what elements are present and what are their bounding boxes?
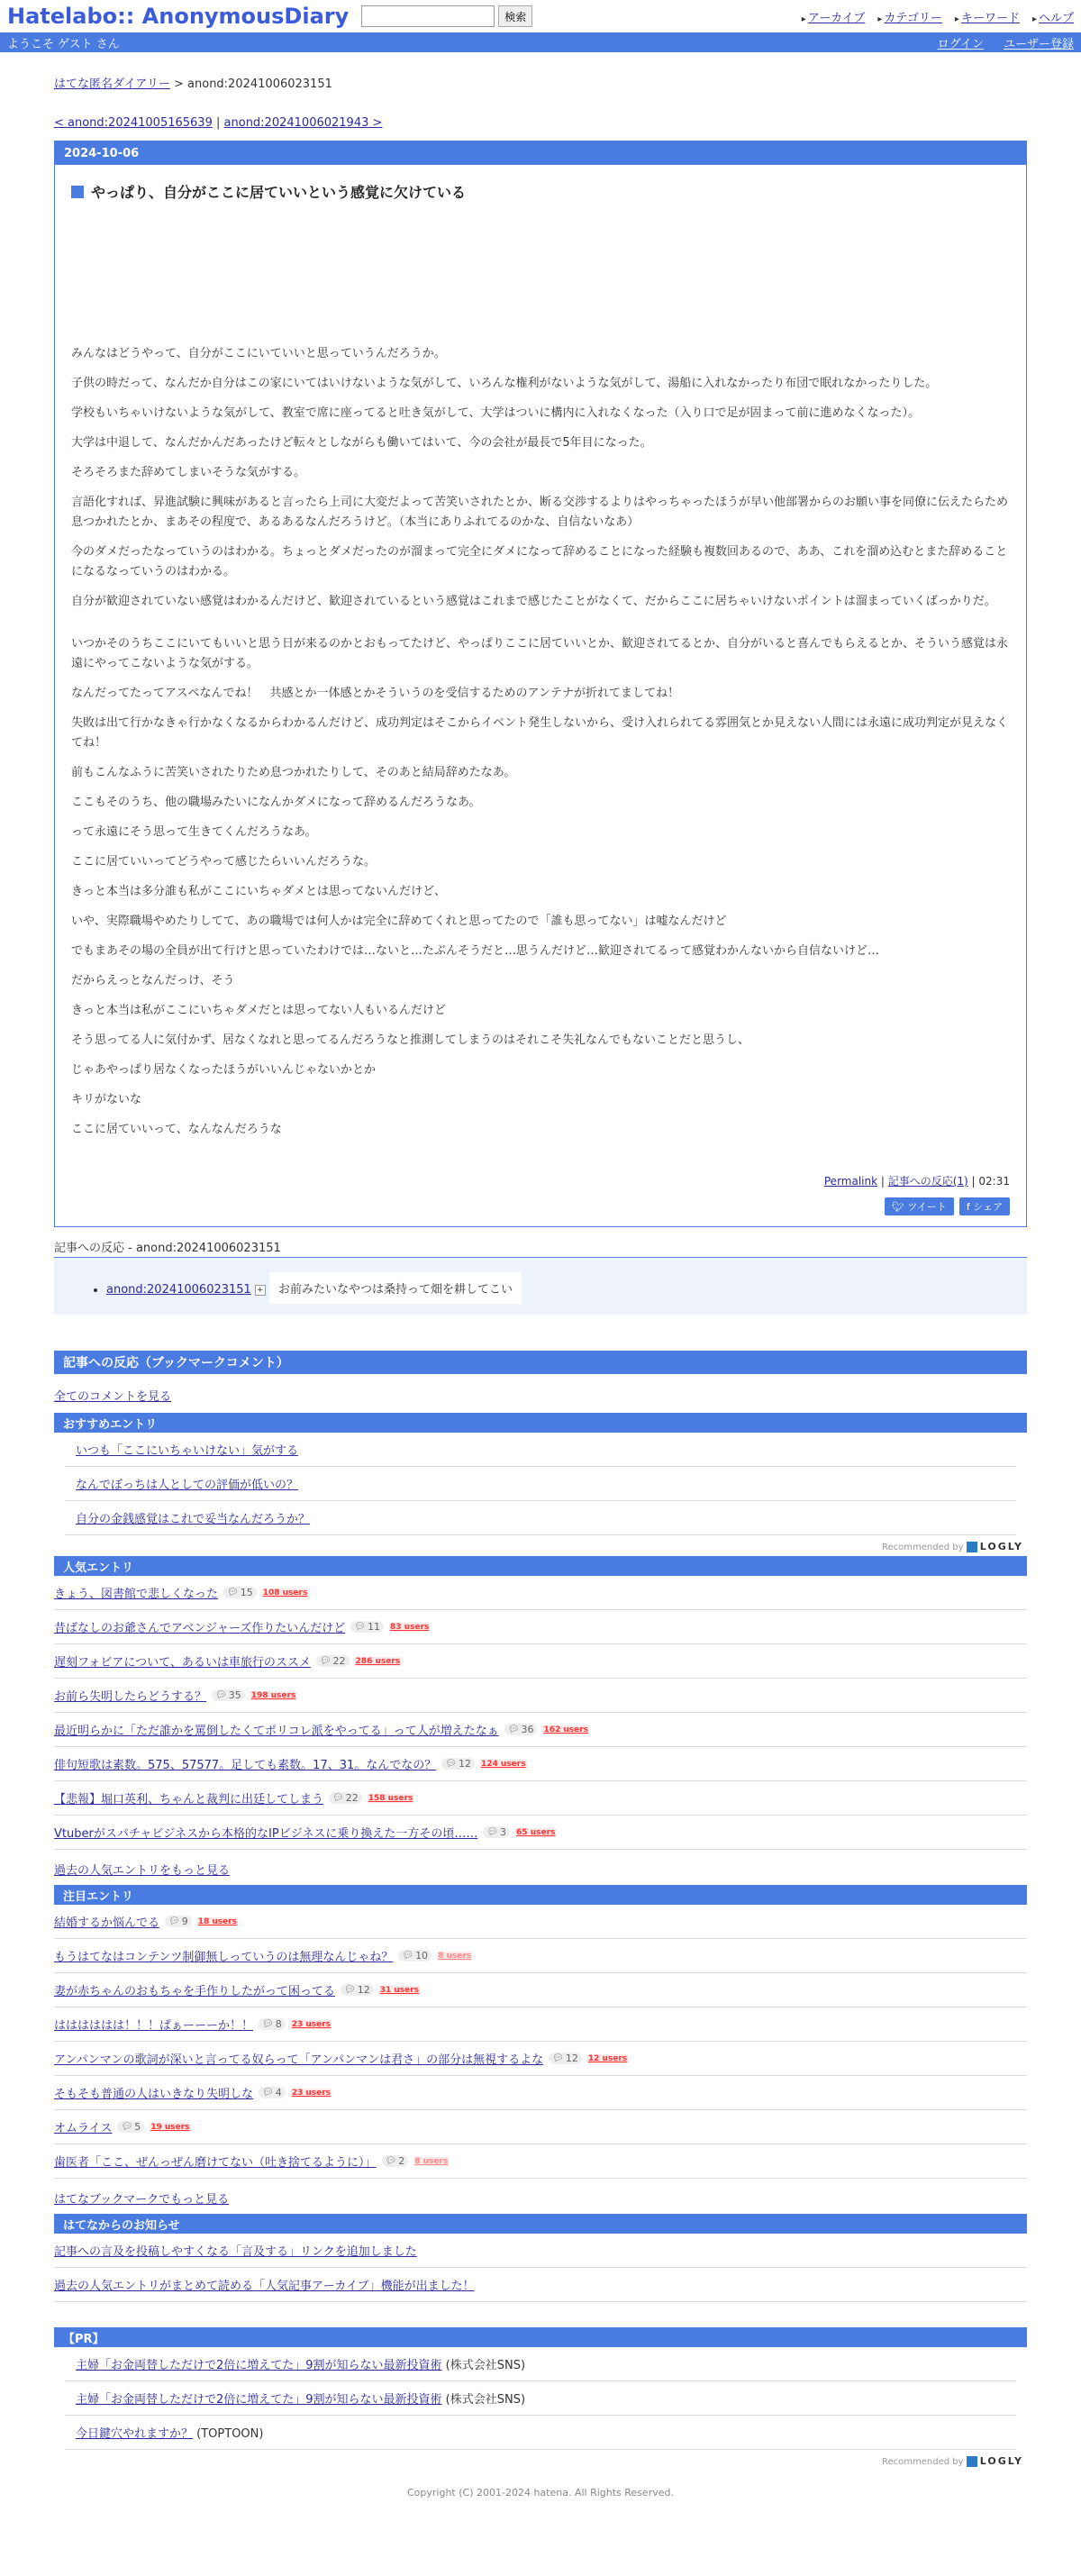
- nav-help-link[interactable]: ヘルプ: [1038, 11, 1074, 25]
- bird-icon: 🐦︎: [891, 1201, 908, 1213]
- noted-title-link[interactable]: アンパンマンの歌詞が深いと言ってる奴らって「アンパンマンは君さ」の部分は無視するよな: [54, 2053, 544, 2067]
- comment-count[interactable]: [259, 2018, 286, 2030]
- entry-title-text: やっぱり、自分がここに居ていいという感覚に欠けている: [91, 184, 467, 201]
- noted-title-link[interactable]: 結婚するか悩んでる: [54, 1916, 160, 1930]
- entry-paragraph: ここもそのうち、他の職場みたいになんかダメになって辞めるんだろうなあ。: [71, 796, 481, 809]
- comment-bubble-icon: 💬︎: [168, 1916, 180, 1926]
- comment-count[interactable]: [259, 2087, 286, 2098]
- popular-more: [54, 1850, 1027, 1885]
- main-container: [54, 52, 1027, 2517]
- entry-paragraph: そろそろまた辞めてしまいそうな気がする。: [71, 466, 306, 479]
- expand-icon[interactable]: +: [255, 1285, 266, 1296]
- noted-title-link[interactable]: 妻が赤ちゃんのおもちゃを手作りしたがって困ってる: [54, 1985, 336, 1998]
- entry-paragraph: でもまあその場の全員が出て行けと思っていたわけでは…ないと…たぶんそうだと…思うんだけど…歓迎されてるって感覚わかんないから自信ないけど…: [71, 944, 880, 958]
- bookmark-users-badge[interactable]: 108 users: [262, 1588, 308, 1597]
- entry-paragraph: じゃあやっぱり居なくなったほうがいいんじゃないかとか: [71, 1063, 377, 1077]
- noted-list: [54, 1905, 1027, 2179]
- entry-paragraph: いや、実際職場やめたりしてて、あの職場では何人かは完全に辞めてくれと思ってたので「誰も思ってない」は嘘なんだけど: [71, 915, 727, 928]
- comment-count-value: 4: [275, 2087, 282, 2098]
- comment-count-value: 2: [398, 2155, 405, 2167]
- popular-title-link[interactable]: お前ら失明したらどうする？: [54, 1690, 207, 1704]
- breadcrumb-home[interactable]: はてな匿名ダイアリー: [54, 77, 170, 91]
- bookmark-users-badge[interactable]: 8 users: [438, 1951, 472, 1961]
- popular-row: [54, 1576, 1027, 1610]
- welcome-bar: [0, 32, 1081, 52]
- entry-paragraph: だからえっとなんだっけ、そう: [71, 974, 235, 988]
- notice-list: [54, 2234, 1027, 2302]
- search-input[interactable]: [361, 5, 495, 27]
- pr-item: 主婦「お金両替しただけで2倍に増えてた」9割が知らない最新投資術 (株式会社SNS): [65, 2381, 1016, 2416]
- notice-item[interactable]: 記事への言及を投稿しやすくなる「言及する」リンクを追加しました: [54, 2234, 1027, 2268]
- popular-heading: 人気エントリ: [54, 1556, 1027, 1576]
- bookmark-users-badge[interactable]: 158 users: [368, 1793, 413, 1803]
- noted-row: [54, 1973, 1027, 2007]
- bookmark-users-badge[interactable]: 31 users: [379, 1985, 420, 1995]
- recommended-item[interactable]: いつも「ここにいちゃいけない」気がする: [65, 1433, 1016, 1467]
- comment-bubble-icon: 💬︎: [332, 1793, 344, 1803]
- comment-bubble-icon: 💬︎: [344, 1985, 356, 1995]
- entry-footer: Permalink | 記事への反応(1) | 02:31: [823, 1175, 1010, 1188]
- site-logo[interactable]: Hatelabo:: AnonymousDiary: [7, 4, 350, 29]
- entry-paragraph: いつかそのうちここにいてもいいと思う日が来るのかとおもってたけど、やっぱりここに居ていいとか、歓迎されてるとか、自分がいると喜んでもらえるとか、そういう感覚は永遠にやってこないような気がする。: [71, 637, 1009, 670]
- breadcrumb-sep: >: [173, 77, 184, 91]
- nav-keyword-link[interactable]: キーワード: [960, 11, 1020, 25]
- comment-bubble-icon: 💬︎: [445, 1759, 457, 1769]
- bookmark-users-badge[interactable]: 65 users: [516, 1827, 556, 1837]
- popular-title-link[interactable]: 昔ばなしのお爺さんでアベンジャーズ作りたいんだけど: [54, 1622, 346, 1635]
- bookmark-users-badge[interactable]: 83 users: [389, 1622, 430, 1632]
- breadcrumb-current: anond:20241006023151: [187, 77, 332, 91]
- all-comments-link[interactable]: 全てのコメントを見る: [54, 1390, 172, 1404]
- entry-paragraph: 子供の時だって、なんだか自分はこの家にいてはいけないような気がして、いろんな権利がないような気がして、湯船に入れなかったり布団で眠れなかったりした。: [71, 377, 938, 390]
- comment-bubble-icon: 💬︎: [319, 1656, 332, 1666]
- popular-title-link[interactable]: きょう、図書館で悲しくなった: [54, 1588, 219, 1601]
- pr-item: 主婦「お金両替しただけで2倍に増えてた」9割が知らない最新投資術 (株式会社SNS): [65, 2347, 1016, 2381]
- comment-bubble-icon: 💬︎: [262, 2088, 274, 2098]
- search-button[interactable]: 検索: [498, 5, 532, 27]
- bookmark-users-badge[interactable]: 8 users: [414, 2156, 449, 2166]
- recommended-item[interactable]: 自分の金銭感覚はこれで妥当なんだろうか？: [65, 1501, 1016, 1535]
- pr-title-link[interactable]: 今日鍵穴やれますか？: [76, 2427, 194, 2441]
- logly-logo-icon: [967, 2456, 977, 2467]
- entry-time: 02:31: [978, 1175, 1010, 1188]
- entry-paragraph: ここに居ていいってどうやって感じたらいいんだろうな。: [71, 855, 377, 869]
- pr-title-link[interactable]: 主婦「お金両替しただけで2倍に増えてた」9割が知らない最新投資術: [76, 2359, 442, 2372]
- entry-body: [55, 202, 1026, 1157]
- nav-category[interactable]: [877, 8, 942, 25]
- logly-logo-icon: [967, 1542, 977, 1552]
- copyright: Copyright (C) 2001-2024 hatena. All Rights Reserved.: [407, 2487, 674, 2499]
- share-row: [55, 1197, 1026, 1226]
- logly-brand: LOGLY: [979, 2455, 1023, 2467]
- chevron-right-icon: ▸: [1031, 14, 1037, 24]
- comment-bubble-icon: 💬︎: [215, 1690, 227, 1700]
- noted-row: [54, 1905, 1027, 1939]
- noted-title-link[interactable]: はははははは！！！ぱぁーーーか！！: [54, 2019, 254, 2033]
- comment-bubble-icon: 💬︎: [385, 2156, 397, 2166]
- breadcrumb: [54, 74, 1027, 91]
- comment-count-value: 36: [521, 1724, 534, 1735]
- share-button[interactable]: [959, 1197, 1010, 1215]
- bookmark-users-badge[interactable]: 19 users: [150, 2122, 190, 2132]
- bookmark-users-badge[interactable]: 198 users: [250, 1690, 296, 1700]
- comment-count[interactable]: [441, 1758, 475, 1770]
- bookmark-users-badge[interactable]: 124 users: [480, 1759, 526, 1769]
- pager-sep: |: [216, 116, 221, 130]
- welcome-text: ようこそ ゲスト さん: [7, 37, 120, 51]
- tweet-label: ツイート: [907, 1201, 947, 1213]
- comment-count-value: 22: [345, 1792, 359, 1804]
- noted-title-link[interactable]: オムライス: [54, 2122, 113, 2135]
- logly-brand: LOGLY: [979, 1541, 1023, 1552]
- entry-paragraph: 今のダメだったなっていうのはわかる。ちょっとダメだったのが溜まって完全にダメになって辞めることになった経験も複数回あるので、ああ、これを溜め込むとまた辞めることになるなっていうのはわかる。: [71, 545, 1008, 578]
- logly-credit-pr: [54, 2450, 1027, 2471]
- comment-bubble-icon: 💬︎: [507, 1725, 520, 1734]
- entry-pager: [54, 116, 1027, 130]
- comment-count[interactable]: [504, 1724, 538, 1735]
- popular-title-link[interactable]: 俳句短歌は素数。575、57577。足しても素数。17、31。なんでなの？: [54, 1759, 437, 1772]
- noted-title-link[interactable]: 歯医者「ここ、ぜんっぜん磨けてない（吐き捨てるように）」: [54, 2156, 377, 2170]
- noted-row: [54, 2076, 1027, 2110]
- popular-more-link[interactable]: 過去の人気エントリをもっと見る: [54, 1864, 231, 1878]
- comment-count[interactable]: [382, 2155, 409, 2167]
- comment-count-value: 12: [357, 1984, 370, 1996]
- bookmark-users-badge[interactable]: 18 users: [197, 1916, 238, 1926]
- nav-archive-link[interactable]: アーカイブ: [807, 11, 866, 25]
- noted-row: [54, 2042, 1027, 2076]
- square-bullet-icon: [71, 186, 84, 198]
- logly-label: Recommended by: [882, 2457, 964, 2467]
- chevron-right-icon: ▸: [877, 14, 883, 24]
- entry-paragraph: って永遠にそう思って生きてくんだろうなあ。: [71, 825, 317, 839]
- bookmark-users-badge[interactable]: 286 users: [355, 1656, 401, 1666]
- login-link[interactable]: ログイン: [937, 37, 984, 51]
- pr-title-link[interactable]: 主婦「お金両替しただけで2倍に増えてた」9割が知らない最新投資術: [76, 2393, 442, 2407]
- nav-archive[interactable]: [802, 8, 866, 25]
- comment-count-value: 22: [332, 1655, 346, 1667]
- recommended-item[interactable]: なんでぼっちは人としての評価が低いの？: [65, 1467, 1016, 1501]
- popular-title-link[interactable]: 最近明らかに「ただ誰かを罵倒したくてポリコレ派をやってる」って人が増えたなぁ: [54, 1725, 499, 1738]
- pr-sponsor[interactable]: TOPTOON: [201, 2427, 259, 2441]
- recommended-heading: おすすめエントリ: [54, 1413, 1027, 1433]
- comment-count-value: 10: [415, 1950, 429, 1962]
- comment-count-value: 15: [240, 1587, 253, 1598]
- comment-count-value: 12: [565, 2053, 578, 2064]
- comment-count[interactable]: [329, 1792, 362, 1804]
- bookmark-users-badge[interactable]: 23 users: [291, 2019, 332, 2029]
- comment-bubble-icon: 💬︎: [402, 1951, 414, 1961]
- noted-title-link[interactable]: もうはてなはコンテンツ制御無しっていうのは無理なんじゃね？: [54, 1951, 394, 1964]
- entry-paragraph: ここに居ていいって、なんなんだろうな: [71, 1123, 282, 1136]
- comment-count[interactable]: [549, 2053, 582, 2064]
- noted-more-link[interactable]: はてなブックマークでもっと見る: [54, 2193, 230, 2207]
- entry-paragraph: 大学は中退して、なんだかんだあったけど転々としながらも働いてはいて、今の会社が最長で5年目になった。: [71, 436, 652, 450]
- comment-count[interactable]: [165, 1916, 192, 1927]
- entry-date: 2024-10-06: [55, 141, 1026, 165]
- pr-item: 今日鍵穴やれますか？ (TOPTOON): [65, 2416, 1016, 2450]
- comment-count[interactable]: [341, 1984, 374, 1996]
- popular-row: [54, 1679, 1027, 1713]
- notices-heading: はてなからのお知らせ: [54, 2214, 1027, 2234]
- noted-heading: 注目エントリ: [54, 1885, 1027, 1905]
- entry-paragraph: なんだってたってアスペなんでね！ 共感とか一体感とかそういうのを受信するためのアンテナが折れてましてね！: [71, 687, 679, 700]
- comment-count-value: 12: [458, 1758, 471, 1770]
- entry-paragraph: そう思ってる人に気付かず、居なくなれと思ってるんだろうなと推測してしまうのはそれこそ失礼なんでもないことだと思うし、: [71, 1033, 749, 1047]
- ref-item: [106, 1267, 1018, 1304]
- tweet-button[interactable]: [885, 1197, 954, 1215]
- bookmark-users-badge[interactable]: 12 users: [587, 2053, 628, 2063]
- top-nav: [802, 8, 1074, 25]
- noted-row: [54, 2110, 1027, 2144]
- entry-title[interactable]: [55, 165, 1026, 202]
- nav-category-link[interactable]: カテゴリー: [884, 11, 942, 25]
- noted-row: [54, 2007, 1027, 2042]
- popular-title-link[interactable]: 遅刻フォビアについて、あるいは車旅行のススメ: [54, 1656, 311, 1670]
- bookmark-users-badge[interactable]: 162 users: [543, 1725, 589, 1734]
- popular-row: [54, 1747, 1027, 1781]
- refs-title: 記事への反応 - anond:20241006023151: [54, 1242, 281, 1255]
- comment-bubble-icon: 💬︎: [227, 1588, 239, 1597]
- recommended-list: [54, 1433, 1027, 1535]
- bookmark-comments-heading: 記事への反応（ブックマークコメント）: [54, 1351, 1027, 1374]
- entry-paragraph: 言語化すれば、昇進試験に興味があると言ったら上司に大変だよって苦笑いされたとか、断る交渉するよりはやっちゃったほうが早い他部署からのお願い事を同僚に伝えたらため息つかれたとか、まあその程度で、あるあるなんだろうけど。（本当にありふれてるのかな、自信ないなあ）: [71, 496, 1009, 529]
- comment-count[interactable]: [350, 1621, 384, 1633]
- pr-list: [54, 2347, 1027, 2450]
- noted-row: [54, 2144, 1027, 2179]
- entry-paragraph: 学校もいちゃいけないような気がして、教室で席に座ってると吐き気がして、大学はついに構内に入れなくなった（入り口で足が固まって前に進めなくなった）。: [71, 406, 920, 420]
- comment-count-value: 9: [181, 1916, 188, 1927]
- comment-count-value: 3: [500, 1826, 507, 1838]
- pr-sponsor[interactable]: 株式会社SNS: [450, 2359, 521, 2372]
- bookmark-users-badge[interactable]: 23 users: [291, 2088, 332, 2098]
- noted-row: [54, 1939, 1027, 1973]
- nav-keyword[interactable]: [955, 8, 1020, 25]
- notice-item[interactable]: 過去の人気エントリがまとめて読める「人気記事アーカイブ」機能が出ました！: [54, 2268, 1027, 2302]
- popular-row: [54, 1610, 1027, 1644]
- popular-list: [54, 1576, 1027, 1850]
- comment-bubble-icon: 💬︎: [121, 2122, 133, 2132]
- top-header: [0, 0, 1081, 32]
- permalink[interactable]: Permalink: [823, 1175, 878, 1188]
- popular-title-link[interactable]: Vtuberがスパチャビジネスから本格的なIPビジネスに乗り換えた一方その頃……: [54, 1827, 478, 1841]
- comment-count-value: 35: [228, 1689, 241, 1701]
- comment-bubble-icon: 💬︎: [354, 1622, 366, 1632]
- entry-paragraph: 自分が歓迎されていない感覚はわかるんだけど、歓迎されているという感覚はこれまで感じたことがなくて、だからここに居ちゃいけないポイントは溜まっていくばっかりだ。: [71, 595, 996, 608]
- comment-count-value: 8: [275, 2018, 282, 2030]
- prev-entry-link[interactable]: < anond:20241005165639: [54, 116, 213, 130]
- pr-heading: 【PR】: [54, 2327, 1027, 2347]
- comment-count[interactable]: [316, 1655, 350, 1667]
- logly-label: Recommended by: [882, 1543, 964, 1552]
- nav-help[interactable]: [1032, 8, 1074, 25]
- register-link[interactable]: ユーザー登録: [1003, 37, 1074, 51]
- next-entry-link[interactable]: anond:20241006021943 >: [223, 116, 383, 130]
- popular-row: [54, 1816, 1027, 1850]
- logly-credit: [54, 1535, 1027, 1556]
- ref-excerpt: お前みたいなやつは桑持って畑を耕してこい: [269, 1272, 522, 1304]
- refs-box: [54, 1257, 1027, 1315]
- comment-count[interactable]: [223, 1587, 257, 1598]
- popular-title-link[interactable]: 【悲報】堀口英利、ちゃんと裁判に出廷してしまう: [54, 1793, 324, 1807]
- facebook-icon: f: [966, 1201, 974, 1213]
- entry-paragraph: 前もこんなふうに苦笑いされたりため息つかれたりして、そのあと結局辞めたなあ。: [71, 766, 516, 779]
- ref-link[interactable]: anond:20241006023151: [106, 1283, 251, 1297]
- entry-paragraph: 失敗は出て行かなきゃ行かなくなるからわかるんだけど、成功判定はそこからイベント発生しないから、受け入れられてる雰囲気とか見えない人間には永遠に成功判定が見えなくてね！: [71, 716, 1009, 750]
- noted-more: [54, 2179, 1027, 2214]
- comment-count-value: 5: [134, 2121, 141, 2133]
- comment-count[interactable]: [398, 1950, 431, 1962]
- popular-row: [54, 1781, 1027, 1816]
- share-label: シェア: [973, 1201, 1003, 1213]
- chevron-right-icon: ▸: [954, 14, 959, 24]
- comment-bubble-icon: 💬︎: [262, 2019, 274, 2029]
- comment-count-value: 11: [367, 1621, 380, 1633]
- popular-row: [54, 1644, 1027, 1679]
- comment-bubble-icon: 💬︎: [552, 2053, 564, 2063]
- comment-count[interactable]: [212, 1689, 245, 1701]
- entry-paragraph: きっと本当は多分誰も私がここにいちゃダメとは思ってないんだけど、: [71, 885, 447, 898]
- entry-paragraph: キリがないな: [71, 1093, 142, 1106]
- pr-sponsor[interactable]: 株式会社SNS: [450, 2393, 521, 2407]
- comment-count[interactable]: [483, 1826, 510, 1838]
- entry-box: [54, 141, 1027, 1227]
- entry-paragraph: みんなはどうやって、自分がここにいていいと思っていうんだろうか。: [71, 347, 446, 360]
- comment-count[interactable]: [117, 2121, 144, 2133]
- entry-paragraph: きっと本当は私がここにいちゃダメだとは思ってない人もいるんだけど: [71, 1004, 447, 1017]
- reactions-link[interactable]: 記事への反応(1): [887, 1175, 968, 1188]
- popular-row: [54, 1713, 1027, 1747]
- comment-bubble-icon: 💬︎: [486, 1827, 499, 1837]
- chevron-right-icon: ▸: [801, 14, 806, 24]
- all-comments: [54, 1374, 1027, 1413]
- noted-title-link[interactable]: そもそも普通の人はいきなり失明しな: [54, 2088, 254, 2101]
